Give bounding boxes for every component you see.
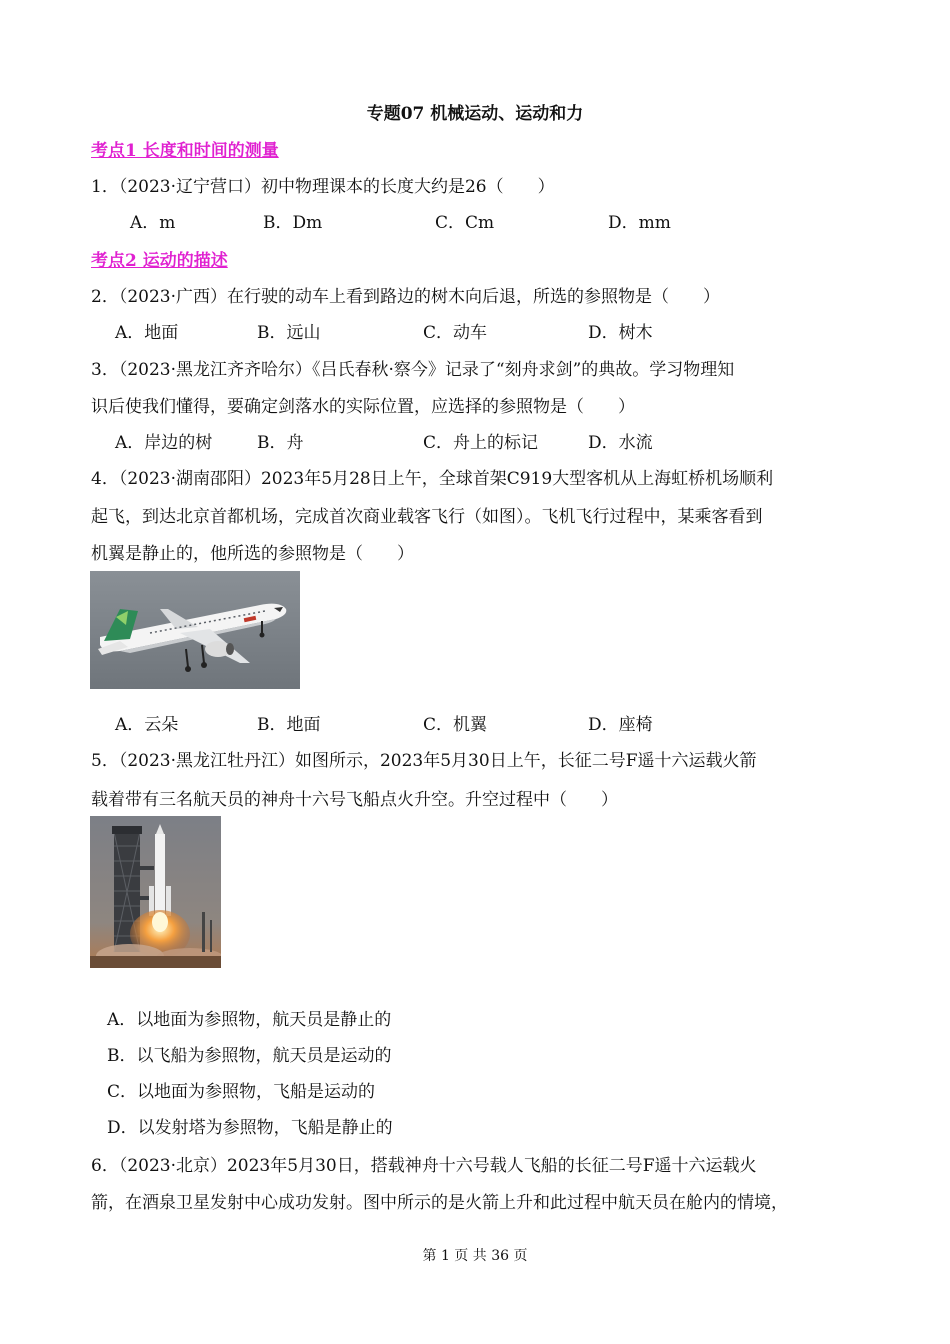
q1-option-d: D．mm (608, 213, 671, 233)
q3-option-b: B．舟 (257, 433, 304, 453)
q3-option-d: D．水流 (588, 433, 653, 453)
rocket-launch-image (90, 816, 221, 968)
q1-option-a: A．m (130, 213, 176, 233)
question-4-stem-line-2: 起飞，到达北京首都机场，完成首次商业载客飞行（如图）。飞机飞行过程中，某乘客看到 (91, 507, 763, 527)
page-title: 专题07 机械运动、运动和力 (366, 104, 584, 124)
q5-option-c: C．以地面为参照物，飞船是运动的 (107, 1082, 376, 1102)
q1-option-b: B．Dm (263, 213, 323, 233)
section-heading-1: 考点1 长度和时间的测量 (91, 141, 279, 161)
q2-option-c: C．动车 (423, 323, 488, 343)
q5-option-d: D．以发射塔为参照物，飞船是静止的 (107, 1118, 393, 1138)
q3-option-a: A．岸边的树 (115, 433, 213, 453)
question-3-stem-line-2: 识后使我们懂得，要确定剑落水的实际位置，应选择的参照物是（ ） (91, 397, 635, 417)
question-4-stem-line-1: 4．（2023·湖南邵阳）2023年5月28日上午，全球首架C919大型客机从上海虹桥机场顺利 (91, 469, 774, 489)
question-4-stem-line-3: 机翼是静止的，他所选的参照物是（ ） (91, 544, 414, 564)
question-6-stem-line-2: 箭，在酒泉卫星发射中心成功发射。图中所示的是火箭上升和此过程中航天员在舱内的情境， (91, 1193, 788, 1213)
page-footer: 第 1 页 共 36 页 (422, 1248, 528, 1264)
question-6-stem-line-1: 6．（2023·北京）2023年5月30日，搭载神舟十六号载人飞船的长征二号F遥十六运载火 (91, 1156, 757, 1176)
q3-option-c: C．舟上的标记 (423, 433, 539, 453)
q2-option-a: A．地面 (115, 323, 179, 343)
q5-option-b: B．以飞船为参照物，航天员是运动的 (107, 1046, 392, 1066)
question-3-stem-line-1: 3．（2023·黑龙江齐齐哈尔）《吕氏春秋·察今》记录了“刻舟求剑”的典故。学习物理知 (91, 360, 735, 380)
q4-option-d: D．座椅 (588, 715, 653, 735)
question-5-stem-line-1: 5．（2023·黑龙江牡丹江）如图所示，2023年5月30日上午，长征二号F遥十六运载火箭 (91, 751, 757, 771)
question-1-stem: 1．（2023·辽宁营口）初中物理课本的长度大约是26（ ） (91, 177, 555, 197)
question-5-stem-line-2: 载着带有三名航天员的神舟十六号飞船点火升空。升空过程中（ ） (91, 790, 618, 810)
q1-option-c: C．Cm (435, 213, 495, 233)
question-2-stem: 2．（2023·广西）在行驶的动车上看到路边的树木向后退，所选的参照物是（ ） (91, 287, 720, 307)
q2-option-d: D．树木 (588, 323, 653, 343)
q2-option-b: B．远山 (257, 323, 321, 343)
q5-option-a: A．以地面为参照物，航天员是静止的 (107, 1010, 392, 1030)
q4-option-c: C．机翼 (423, 715, 488, 735)
q4-option-b: B．地面 (257, 715, 321, 735)
c919-airplane-image (90, 571, 300, 689)
section-heading-2: 考点2 运动的描述 (91, 251, 228, 271)
q4-option-a: A．云朵 (115, 715, 179, 735)
